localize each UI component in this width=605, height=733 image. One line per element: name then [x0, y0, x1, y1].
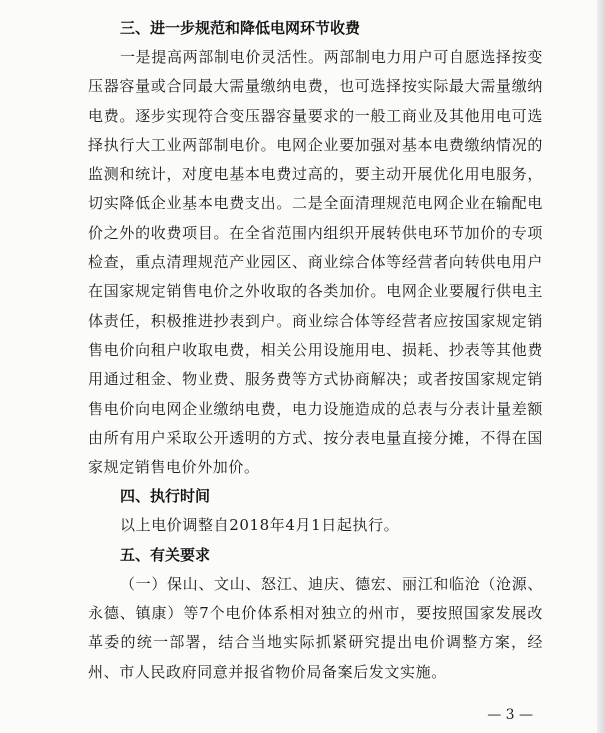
- section-5-heading: 五、有关要求: [120, 545, 211, 564]
- page-number: — 3 —: [487, 707, 533, 723]
- page-edge-shadow: [597, 0, 605, 733]
- section-3-paragraph: 一是提高两部制电价灵活性。两部制电力用户可自愿选择按变压器容量或合同最大需量缴纳电费，也可选择按实际最大需量缴纳电费。逐步实现符合变压器容量要求的一般工商业及其他用电可选择执行大工业两部制电价。电网企业要加强对基本电费缴纳情况的监测和统计，对度电基本电费过高的，要主动开展优化用电服务，切实降低企业基本电费支出。二是全面清理规范电网企业在输配电价之外的收费项目。在全省范围内组织开展转供电环节加价的专项检查，重点清理规范产业园区、商业综合体等经营者向转供电用户在国家规定销售电价之外收取的各类加价。电网企业要履行供电主体责任，积极推进抄表到户。商业综合体等经营者应按国家规定销售电价向租户收取电费，相关公用设施用电、损耗、抄表等其他费用通过租金、物业费、服务费等方式协商解决；或者按国家规定销售电价向电网企业缴纳电费，电力设施造成的总表与分表计量差额由所有用户采取公开透明的方式、按分表电量直接分摊，不得在国家规定销售电价外加价。: [88, 48, 543, 477]
- section-3-heading: 三、进一步规范和降低电网环节收费: [120, 19, 361, 37]
- section-4-heading: 四、执行时间: [120, 487, 211, 506]
- document-body: [88, 14, 543, 687]
- section-4-paragraph: 以上电价调整自2018年4月1日起执行。: [120, 516, 400, 535]
- section-5-paragraph: （一）保山、文山、怒江、迪庆、德宏、丽江和临沧（沧源、永德、镇康）等7个电价体系相对独立的州市，要按照国家发展改革委的统一部署，结合当地实际抓紧研究提出电价调整方案，经州、市人民政府同意并报省物价局备案后发文实施。: [88, 574, 543, 681]
